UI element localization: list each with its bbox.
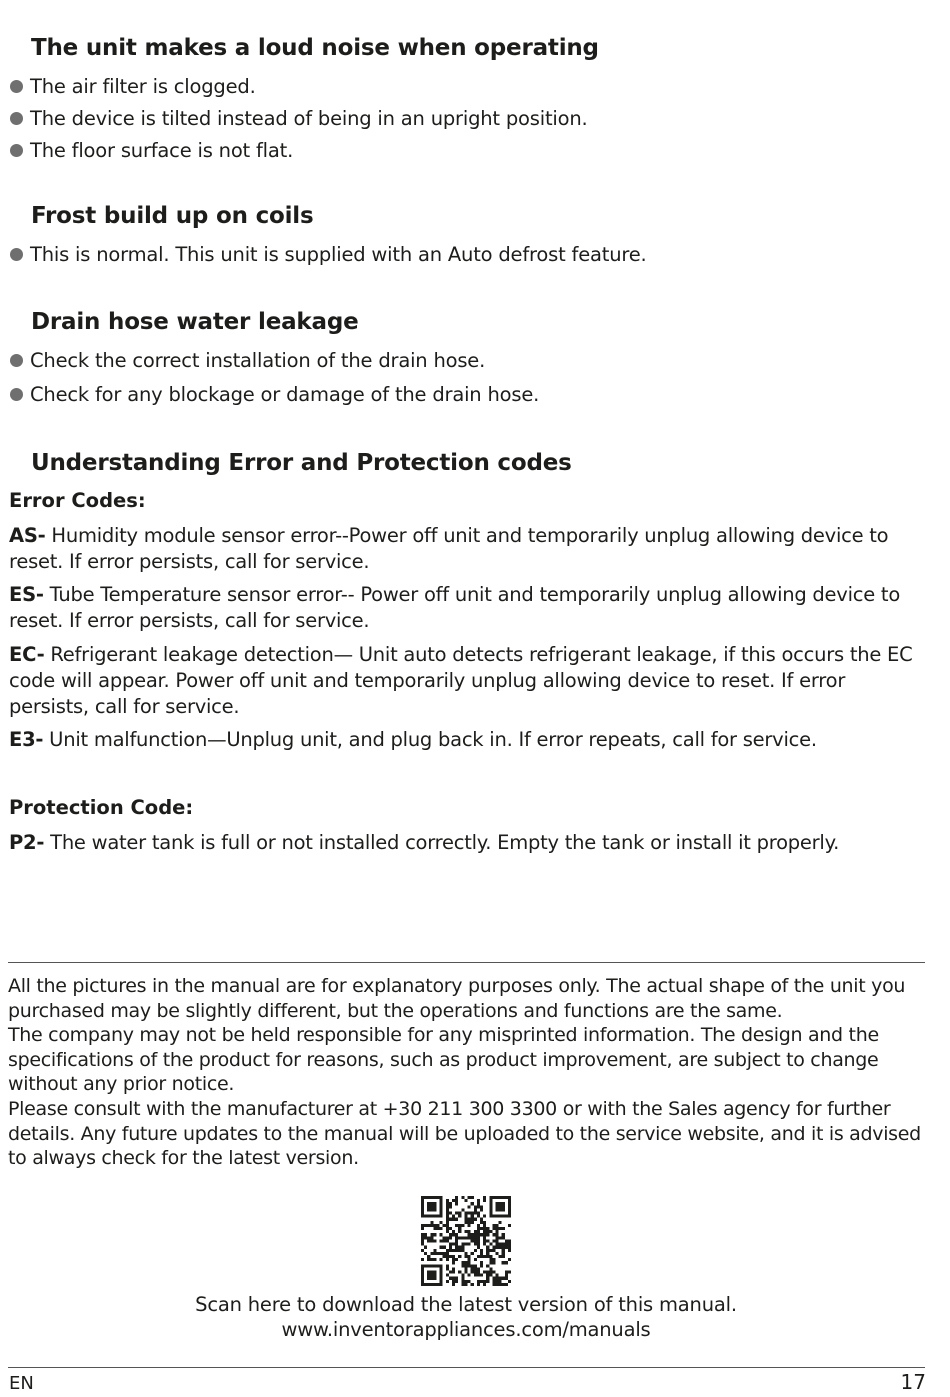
error-codes-label: Error Codes:: [9, 489, 146, 512]
disclaimer-paragraph: All the pictures in the manual are for explanatory purposes only. The actual shape of the unit you purchased may be slightly different, but the operations and functions are the same.: [8, 975, 906, 1022]
error-code-item: [9, 727, 927, 753]
list-item: The floor surface is not flat.: [10, 139, 293, 162]
footer-divider: [8, 1367, 925, 1368]
section-heading-drain-hose: Drain hose water leakage: [31, 309, 359, 335]
manuals-url[interactable]: www.inventorappliances.com/manuals: [281, 1318, 651, 1341]
error-code: EC-: [9, 643, 45, 666]
error-code: ES-: [9, 583, 44, 606]
qr-code-icon[interactable]: [421, 1196, 511, 1286]
divider: [8, 962, 925, 963]
error-code-description: Unit malfunction—Unplug unit, and plug back in. If error repeats, call for service.: [43, 728, 817, 751]
bullet-icon: [10, 80, 23, 93]
list-item: Check the correct installation of the drain hose.: [10, 349, 485, 372]
qr-caption: Scan here to download the latest version of this manual.: [195, 1293, 737, 1316]
list-item: The device is tilted instead of being in an upright position.: [10, 107, 588, 130]
bullet-icon: [10, 388, 23, 401]
error-code-item: [9, 642, 927, 720]
error-code-item: [9, 582, 927, 634]
bullet-icon: [10, 144, 23, 157]
disclaimer-paragraph: The company may not be held responsible for any misprinted information. The design and the specifications of the product for reasons, such as product improvement, are subject to change without any prior notice.: [8, 1024, 879, 1096]
list-item: This is normal. This unit is supplied with an Auto defrost feature.: [10, 243, 647, 266]
page-number: 17: [900, 1370, 926, 1394]
footer-disclaimer: [8, 974, 926, 1171]
error-code: E3-: [9, 728, 44, 751]
error-code-description: Tube Temperature sensor error-- Power off unit and temporarily unplug allowing device to reset. If error persists, call for service.: [9, 583, 900, 632]
language-code: EN: [9, 1373, 34, 1394]
section-heading-frost: Frost build up on coils: [31, 203, 314, 229]
section-heading-loud-noise: The unit makes a loud noise when operating: [31, 35, 599, 61]
bullet-icon: [10, 354, 23, 367]
error-code: AS-: [9, 524, 46, 547]
bullet-icon: [10, 112, 23, 125]
bullet-icon: [10, 248, 23, 261]
error-code-item: [9, 523, 927, 575]
section-heading-codes: Understanding Error and Protection codes: [31, 450, 572, 476]
protection-code-item: [9, 830, 927, 856]
error-code-description: Humidity module sensor error--Power off unit and temporarily unplug allowing device to reset. If error persists, call for service.: [9, 524, 889, 573]
error-code-description: Refrigerant leakage detection— Unit auto detects refrigerant leakage, if this occurs the EC code will appear. Power off unit and temporarily unplug allowing device to reset. If error persists, call for service.: [9, 643, 913, 718]
protection-code-label: Protection Code:: [9, 796, 194, 819]
list-item: The air filter is clogged.: [10, 75, 256, 98]
protection-code: P2-: [9, 831, 45, 854]
disclaimer-paragraph: Please consult with the manufacturer at +30 211 300 3300 or with the Sales agency for further details. Any future updates to the manual will be uploaded to the service website, and it is advised to always check for the latest version.: [8, 1097, 921, 1170]
list-item: Check for any blockage or damage of the drain hose.: [10, 383, 539, 406]
protection-code-description: The water tank is full or not installed correctly. Empty the tank or install it properly.: [44, 831, 840, 854]
